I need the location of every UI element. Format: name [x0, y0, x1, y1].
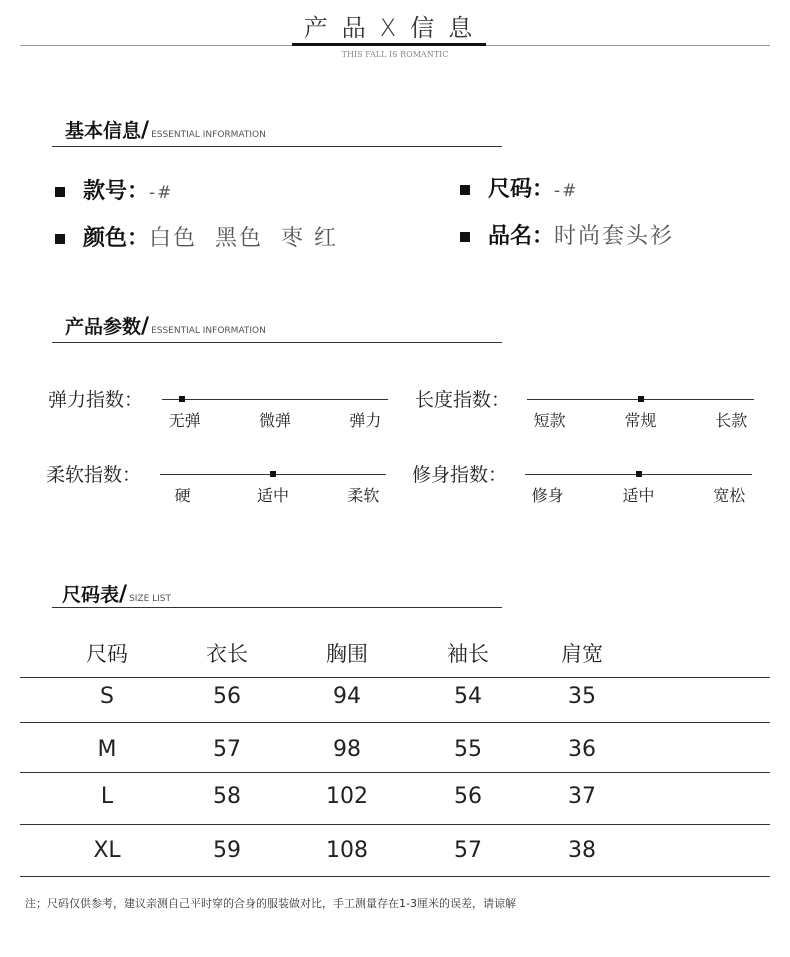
- table-cell: 57: [213, 737, 241, 762]
- table-cell: 55: [454, 737, 482, 762]
- indicator-tick: 适中: [622, 486, 655, 505]
- table-cell: 38: [568, 838, 596, 863]
- indicator-marker: [270, 471, 276, 477]
- page-title: 产品X信息: [303, 14, 487, 42]
- size-note: 注；尺码仅供参考，建议亲测自己平时穿的合身的服装做对比，手工测量存在1-3厘米的误差，请谅解: [25, 897, 516, 910]
- table-cell: S: [100, 684, 114, 709]
- divider: [52, 607, 502, 608]
- divider: [52, 146, 502, 147]
- indicator-label: 长度指数：: [415, 389, 511, 411]
- product-name: 品名：时尚套头衫: [460, 219, 674, 250]
- indicator-tick: 微弹: [258, 411, 291, 430]
- table-cell: 59: [213, 838, 241, 863]
- table-cell: XL: [93, 838, 121, 863]
- table-cell: 35: [568, 684, 596, 709]
- section-basic-title: 基本信息/ ESSENTIAL INFORMATION: [65, 118, 266, 143]
- table-cell: 54: [454, 684, 482, 709]
- section-params-title: 产品参数/ ESSENTIAL INFORMATION: [65, 314, 266, 339]
- row-divider: [20, 722, 770, 723]
- table-cell: 58: [213, 784, 241, 809]
- indicator-tick: 宽松: [713, 486, 746, 505]
- indicator-tick: 硬: [174, 486, 191, 505]
- table-cell: 57: [454, 838, 482, 863]
- indicator-tick: 弹力: [349, 411, 382, 430]
- table-cell: M: [97, 737, 117, 762]
- title-underline: [292, 43, 486, 46]
- table-cell: 36: [568, 737, 596, 762]
- indicator-track: [162, 399, 388, 400]
- column-header: 袖长: [447, 642, 489, 666]
- table-cell: L: [100, 784, 114, 809]
- table-cell: 98: [333, 737, 361, 762]
- indicator-tick: 短款: [533, 411, 566, 430]
- indicator-marker: [638, 396, 644, 402]
- indicator-marker: [179, 396, 185, 402]
- indicator-tick: 适中: [256, 486, 289, 505]
- indicator-tick: 修身: [531, 486, 564, 505]
- indicator-label: 弹力指数：: [48, 389, 144, 411]
- indicator-tick: 长款: [715, 411, 748, 430]
- table-cell: 94: [333, 684, 361, 709]
- indicator-tick: 柔软: [347, 486, 380, 505]
- indicator-label: 修身指数：: [412, 464, 508, 486]
- size-field: 尺码：-#: [460, 172, 578, 203]
- style-number: 款号：-#: [55, 174, 173, 205]
- table-cell: 56: [213, 684, 241, 709]
- row-divider: [20, 677, 770, 678]
- divider: [52, 342, 502, 343]
- row-divider: [20, 876, 770, 877]
- indicator-track: [525, 474, 752, 475]
- indicator-label: 柔软指数：: [46, 464, 142, 486]
- indicator-track: [160, 474, 386, 475]
- indicator-tick: 无弹: [168, 411, 201, 430]
- indicator-tick: 常规: [624, 411, 657, 430]
- table-cell: 102: [326, 784, 368, 809]
- column-header: 衣长: [206, 642, 248, 666]
- row-divider: [20, 824, 770, 825]
- indicator-marker: [636, 471, 642, 477]
- indicator-track: [527, 399, 754, 400]
- table-cell: 56: [454, 784, 482, 809]
- table-cell: 37: [568, 784, 596, 809]
- column-header: 尺码: [86, 642, 128, 666]
- section-sizes-title: 尺码表/ SIZE LIST: [62, 582, 172, 607]
- subtitle: THIS FALL IS ROMANTIC: [341, 50, 449, 59]
- colors: 颜色：白色 黑色 枣 红: [55, 221, 338, 252]
- column-header: 肩宽: [561, 642, 603, 666]
- column-header: 胸围: [326, 642, 368, 666]
- table-cell: 108: [326, 838, 368, 863]
- row-divider: [20, 772, 770, 773]
